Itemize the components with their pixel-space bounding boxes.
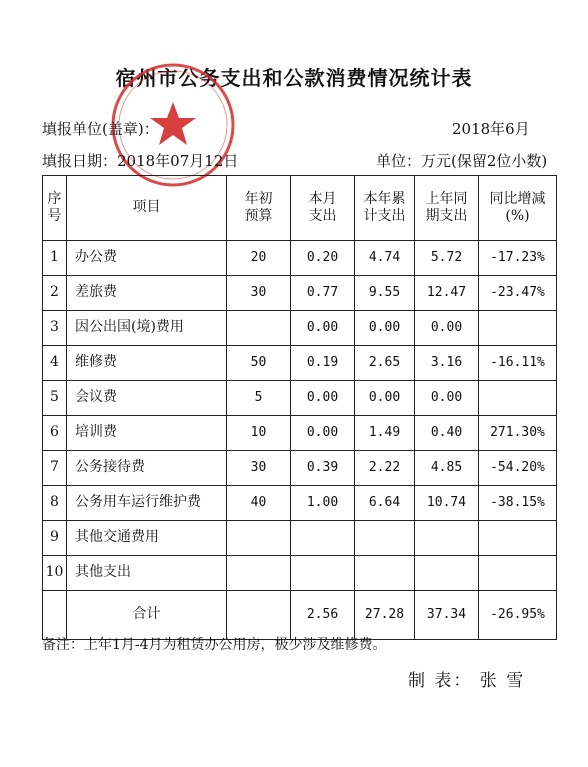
report-period: 2018年6月 bbox=[452, 120, 530, 138]
document-title: 宿州市公务支出和公款消费情况统计表 bbox=[115, 66, 473, 90]
table-row bbox=[43, 381, 557, 416]
row-month bbox=[291, 556, 355, 591]
row-last-year: 4.85 bbox=[415, 451, 479, 486]
prepared-by: 制 表： 张 雪 bbox=[408, 671, 526, 691]
row-month: 0.00 bbox=[291, 416, 355, 451]
row-number: 9 bbox=[43, 521, 67, 556]
row-ytd: 4.74 bbox=[355, 241, 415, 276]
header-change: 同比增减(%) bbox=[479, 176, 557, 241]
row-change bbox=[479, 556, 557, 591]
row-month: 1.00 bbox=[291, 486, 355, 521]
header-no: 序号 bbox=[43, 176, 67, 241]
row-last-year bbox=[415, 521, 479, 556]
row-budget: 10 bbox=[227, 416, 291, 451]
row-change: 271.30% bbox=[479, 416, 557, 451]
row-change: -38.15% bbox=[479, 486, 557, 521]
row-number: 3 bbox=[43, 311, 67, 346]
row-month: 0.00 bbox=[291, 381, 355, 416]
row-month bbox=[291, 521, 355, 556]
row-month: 0.00 bbox=[291, 311, 355, 346]
header-last-year: 上年同期支出 bbox=[415, 176, 479, 241]
row-last-year: 5.72 bbox=[415, 241, 479, 276]
row-change: -17.23% bbox=[479, 241, 557, 276]
row-budget: 5 bbox=[227, 381, 291, 416]
row-number: 7 bbox=[43, 451, 67, 486]
report-date: 填报日期：2018年07月12日 bbox=[42, 152, 239, 170]
table-row bbox=[43, 451, 557, 486]
row-last-year bbox=[415, 556, 479, 591]
row-item: 其他交通费用 bbox=[67, 521, 227, 556]
row-item: 办公费 bbox=[67, 241, 227, 276]
row-change: -23.47% bbox=[479, 276, 557, 311]
table-header-row bbox=[43, 176, 557, 241]
row-number: 6 bbox=[43, 416, 67, 451]
remark-note: 备注：上年1月-4月为租赁办公用房，极少涉及维修费。 bbox=[42, 637, 387, 653]
total-last-year: 37.34 bbox=[415, 591, 479, 640]
total-ytd: 27.28 bbox=[355, 591, 415, 640]
row-last-year: 0.00 bbox=[415, 311, 479, 346]
row-last-year: 12.47 bbox=[415, 276, 479, 311]
total-label: 合计 bbox=[67, 591, 227, 640]
row-item: 公务接待费 bbox=[67, 451, 227, 486]
row-budget bbox=[227, 556, 291, 591]
table-row bbox=[43, 241, 557, 276]
row-item: 会议费 bbox=[67, 381, 227, 416]
row-budget bbox=[227, 311, 291, 346]
row-item: 因公出国(境)费用 bbox=[67, 311, 227, 346]
table-row bbox=[43, 521, 557, 556]
table-total-row bbox=[43, 591, 557, 640]
header-budget: 年初预算 bbox=[227, 176, 291, 241]
row-item: 其他支出 bbox=[67, 556, 227, 591]
row-change: -54.20% bbox=[479, 451, 557, 486]
row-last-year: 10.74 bbox=[415, 486, 479, 521]
row-ytd: 2.65 bbox=[355, 346, 415, 381]
header-ytd: 本年累计支出 bbox=[355, 176, 415, 241]
expenditure-table bbox=[42, 175, 557, 640]
row-month: 0.77 bbox=[291, 276, 355, 311]
row-number: 4 bbox=[43, 346, 67, 381]
row-ytd: 6.64 bbox=[355, 486, 415, 521]
reporting-unit-label: 填报单位(盖章)： bbox=[42, 120, 159, 138]
row-change bbox=[479, 381, 557, 416]
row-change bbox=[479, 311, 557, 346]
row-number: 1 bbox=[43, 241, 67, 276]
row-budget: 50 bbox=[227, 346, 291, 381]
row-item: 公务用车运行维护费 bbox=[67, 486, 227, 521]
row-budget: 30 bbox=[227, 276, 291, 311]
table-row bbox=[43, 486, 557, 521]
row-number: 10 bbox=[43, 556, 67, 591]
row-number: 5 bbox=[43, 381, 67, 416]
row-month: 0.19 bbox=[291, 346, 355, 381]
header-item: 项目 bbox=[67, 176, 227, 241]
table-row bbox=[43, 346, 557, 381]
row-number: 2 bbox=[43, 276, 67, 311]
row-number: 8 bbox=[43, 486, 67, 521]
total-change: -26.95% bbox=[479, 591, 557, 640]
row-item: 维修费 bbox=[67, 346, 227, 381]
row-last-year: 0.00 bbox=[415, 381, 479, 416]
table-row bbox=[43, 311, 557, 346]
table-row bbox=[43, 416, 557, 451]
row-ytd: 0.00 bbox=[355, 311, 415, 346]
row-ytd: 0.00 bbox=[355, 381, 415, 416]
row-budget: 40 bbox=[227, 486, 291, 521]
row-ytd: 1.49 bbox=[355, 416, 415, 451]
row-ytd bbox=[355, 556, 415, 591]
row-ytd bbox=[355, 521, 415, 556]
row-month: 0.20 bbox=[291, 241, 355, 276]
row-last-year: 0.40 bbox=[415, 416, 479, 451]
unit-note: 单位：万元(保留2位小数) bbox=[376, 152, 548, 170]
table-row bbox=[43, 556, 557, 591]
row-budget: 30 bbox=[227, 451, 291, 486]
row-change bbox=[479, 521, 557, 556]
row-budget: 20 bbox=[227, 241, 291, 276]
row-ytd: 9.55 bbox=[355, 276, 415, 311]
row-change: -16.11% bbox=[479, 346, 557, 381]
table-row bbox=[43, 276, 557, 311]
total-month: 2.56 bbox=[291, 591, 355, 640]
row-item: 培训费 bbox=[67, 416, 227, 451]
header-month: 本月支出 bbox=[291, 176, 355, 241]
row-month: 0.39 bbox=[291, 451, 355, 486]
row-last-year: 3.16 bbox=[415, 346, 479, 381]
row-budget bbox=[227, 521, 291, 556]
row-item: 差旅费 bbox=[67, 276, 227, 311]
row-ytd: 2.22 bbox=[355, 451, 415, 486]
